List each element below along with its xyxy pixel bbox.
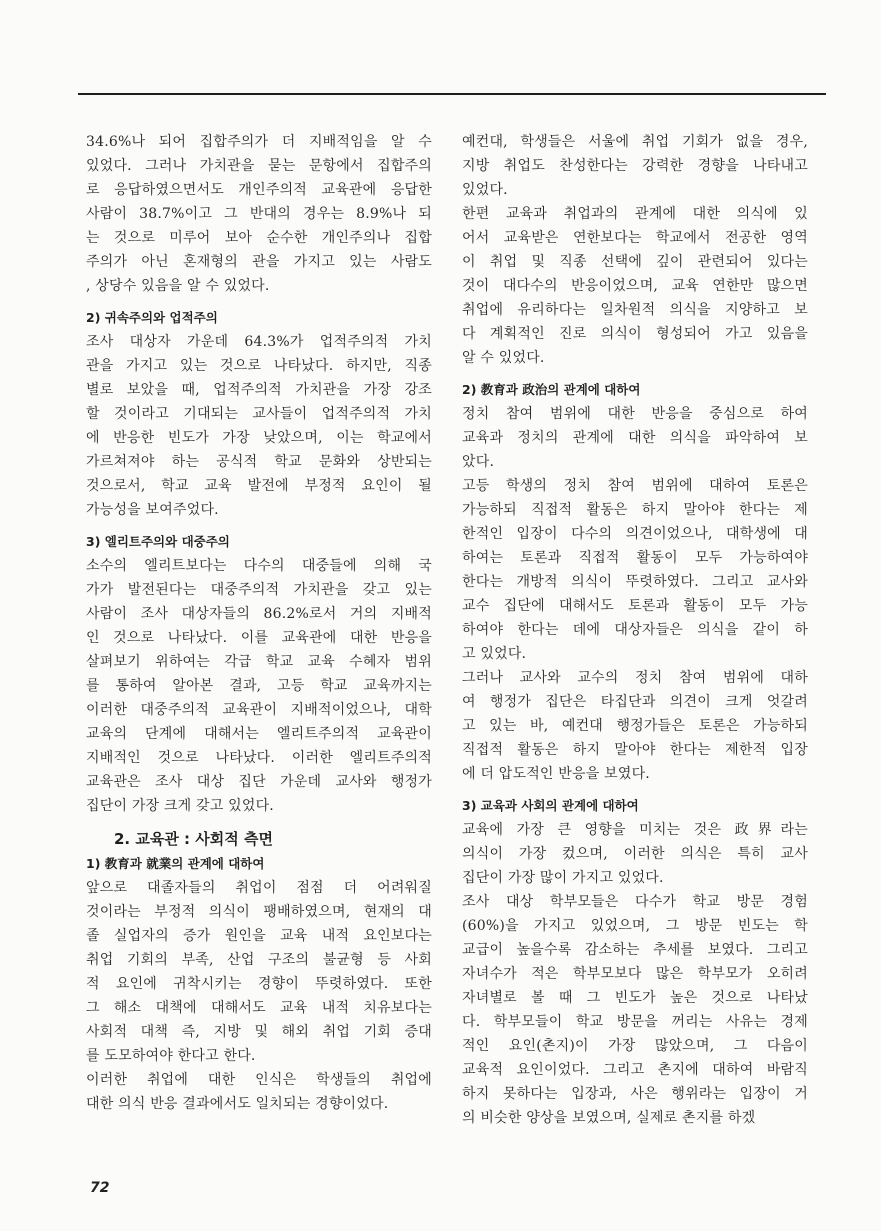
text-line: 여 행정가 집단은 타집단과 의견이 크게 엇갈려 xyxy=(462,694,808,710)
text-line: 는 것으로 미루어 보아 순수한 개인주의나 집합 xyxy=(86,230,432,246)
subsection-heading: 1) 教育과 就業의 관계에 대하여 xyxy=(86,856,265,871)
text-line: 졸 실업자의 증가 원인을 교육 내적 요인보다는 xyxy=(86,928,432,944)
text-line: 것으로서, 학교 교육 발전에 부정적 요인이 될 xyxy=(86,478,432,494)
paragraph xyxy=(462,666,808,786)
text-line: 관을 가지고 있는 것으로 나타났다. 하지만, 직종 xyxy=(86,358,432,374)
text-line: 가능성을 보여주었다. xyxy=(86,502,219,518)
text-line: 사회적 대책 즉, 지방 및 해외 취업 기회 증대 xyxy=(86,1024,432,1040)
text-line: 이러한 대중주의적 교육관이 지배적이었으나, 대학 xyxy=(86,702,432,718)
subsection-heading: 3) 교육과 사회의 관계에 대하여 xyxy=(462,798,639,813)
text-line: 정치 참여 범위에 대한 반응을 중심으로 하여 xyxy=(462,406,808,422)
text-line: 34.6%나 되어 집합주의가 더 지배적임을 알 수 xyxy=(86,134,432,150)
text-line: 를 도모하여야 한다고 한다. xyxy=(86,1048,256,1064)
paragraph xyxy=(86,1068,432,1116)
subsection-heading: 2) 귀속주의와 업적주의 xyxy=(86,310,218,325)
text-line: 그 해소 대책에 대해서도 교육 내적 치유보다는 xyxy=(86,1000,432,1016)
right-column xyxy=(462,130,808,1130)
paragraph xyxy=(86,130,432,298)
section-title: 2. 교육관 : 사회적 측면 xyxy=(114,830,273,848)
text-line: 있었다. 그러나 가치관을 묻는 문항에서 집합주의 xyxy=(86,158,432,174)
text-line: 것이 대다수의 반응이었으며, 교육 연한만 많으면 xyxy=(462,278,808,294)
text-line: 지배적인 것으로 나타났다. 이러한 엘리트주의적 xyxy=(86,750,432,766)
text-line: 다 계획적인 진로 의식이 형성되어 가고 있음을 xyxy=(462,326,808,342)
text-line: 알 수 있었다. xyxy=(462,350,545,366)
text-line: 교급이 높을수록 감소하는 추세를 보였다. 그리고 xyxy=(462,942,808,958)
subsection-heading: 3) 엘리트주의와 대중주의 xyxy=(86,534,230,549)
text-line: 한적인 입장이 다수의 의견이었으나, 대학생에 대 xyxy=(462,526,808,542)
text-line: , 상당수 있음을 알 수 있었다. xyxy=(86,278,270,294)
text-line: 취업 기회의 부족, 산업 구조의 불균형 등 사회 xyxy=(86,952,432,968)
text-line: 하지 못하다는 입장과, 사은 행위라는 입장이 거 xyxy=(462,1086,808,1102)
page-number: 72 xyxy=(90,1180,110,1196)
text-line: 고 있었다. xyxy=(462,646,527,662)
text-line: 다. 학부모들이 학교 방문을 꺼리는 사유는 경제 xyxy=(462,1014,808,1030)
text-line: 하여는 토론과 직접적 활동이 모두 가능하여야 xyxy=(462,550,808,566)
text-line: 교육의 단계에 대해서는 엘리트주의적 교육관이 xyxy=(86,726,432,742)
header-rule xyxy=(78,93,826,95)
text-line: 것이라는 부정적 의식이 팽배하였으며, 현재의 대 xyxy=(86,904,432,920)
text-line: 인 것으로 나타났다. 이를 교육관에 대한 반응을 xyxy=(86,630,432,646)
text-line: 자녀별로 볼 때 그 빈도가 높은 것으로 나타났 xyxy=(462,990,808,1006)
text-line: 소수의 엘리트보다는 다수의 대중들에 의해 국 xyxy=(86,558,432,574)
left-column xyxy=(86,130,432,1116)
text-line: 취업에 유리하다는 일차원적 의식을 지양하고 보 xyxy=(462,302,808,318)
paragraph xyxy=(86,330,432,522)
text-line: 한편 교육과 취업과의 관계에 대한 의식에 있 xyxy=(462,206,808,222)
text-line: 교육과 정치의 관계에 대한 의식을 파악하여 보 xyxy=(462,430,808,446)
text-line: 교육에 가장 큰 영향을 미치는 것은 政界라는 xyxy=(462,822,808,838)
text-line: 사람이 조사 대상자들의 86.2%로서 거의 지배적 xyxy=(86,606,432,622)
text-line: 집단이 가장 많이 가지고 있었다. xyxy=(462,870,664,886)
paragraph xyxy=(86,876,432,1068)
text-line: 예컨대, 학생들은 서울에 취업 기회가 없을 경우, xyxy=(462,134,808,150)
text-line: 았다. xyxy=(462,454,495,470)
text-line: 로 응답하였으면서도 개인주의적 교육관에 응답한 xyxy=(86,182,432,198)
text-line: 적 요인에 귀착시키는 경향이 뚜렷하였다. 또한 xyxy=(86,976,432,992)
text-line: 의 비슷한 양상을 보였으며, 실제로 촌지를 하겠 xyxy=(462,1110,756,1126)
subsection-heading: 2) 教育과 政治의 관계에 대하여 xyxy=(462,382,641,397)
text-line: 지방 취업도 찬성한다는 강력한 경향을 나타내고 xyxy=(462,158,808,174)
text-line: 사람이 38.7%이고 그 반대의 경우는 8.9%나 되 xyxy=(86,206,432,222)
paragraph xyxy=(86,554,432,818)
text-line: 적인 요인(촌지)이 가장 많았으며, 그 다음이 xyxy=(462,1038,808,1054)
text-line: 가능하되 직접적 활동은 하지 말아야 한다는 제 xyxy=(462,502,808,518)
text-line: 를 통하여 알아본 결과, 고등 학교 교육까지는 xyxy=(86,678,432,694)
text-line: 교육관은 조사 대상 집단 가운데 교사와 행정가 xyxy=(86,774,432,790)
text-line: 집단이 가장 크게 갖고 있었다. xyxy=(86,798,274,814)
text-line: 이 취업 및 직종 선택에 깊이 관련되어 있다는 xyxy=(462,254,808,270)
text-line: 고등 학생의 정치 참여 범위에 대하여 토론은 xyxy=(462,478,808,494)
paragraph xyxy=(462,402,808,474)
text-line: 이러한 취업에 대한 인식은 학생들의 취업에 xyxy=(86,1072,432,1088)
text-line: 살펴보기 위하여는 각급 학교 교육 수혜자 범위 xyxy=(86,654,432,670)
paragraph xyxy=(462,818,808,890)
text-line: 교육적 요인이었다. 그리고 촌지에 대하여 바람직 xyxy=(462,1062,808,1078)
text-line: 가가 발전된다는 대중주의적 가치관을 갖고 있는 xyxy=(86,582,432,598)
text-line: 별로 보았을 때, 업적주의적 가치관을 가장 강조 xyxy=(86,382,432,398)
text-line: 가르쳐져야 하는 공식적 학교 문화와 상반되는 xyxy=(86,454,432,470)
paragraph xyxy=(462,474,808,666)
text-line: 조사 대상 학부모들은 다수가 학교 방문 경험 xyxy=(462,894,808,910)
text-line: 있었다. xyxy=(462,182,508,198)
text-line: 그러나 교사와 교수의 정치 참여 범위에 대하 xyxy=(462,670,808,686)
text-line: 한다는 개방적 의식이 뚜렷하였다. 그리고 교사와 xyxy=(462,574,808,590)
text-line: 어서 교육받은 연한보다는 학교에서 전공한 영역 xyxy=(462,230,808,246)
text-line: (60%)을 가지고 있었으며, 그 방문 빈도는 학 xyxy=(462,918,808,934)
text-line: 에 더 압도적인 반응을 보였다. xyxy=(462,766,650,782)
text-line: 대한 의식 반응 결과에서도 일치되는 경향이었다. xyxy=(86,1096,389,1112)
text-line: 직접적 활동은 하지 말아야 한다는 제한적 입장 xyxy=(462,742,808,758)
paragraph xyxy=(462,202,808,370)
text-line: 할 것이라고 기대되는 교사들이 업적주의적 가치 xyxy=(86,406,432,422)
text-line: 고 있는 바, 예컨대 행정가들은 토론은 가능하되 xyxy=(462,718,808,734)
paragraph xyxy=(462,130,808,202)
text-line: 자녀수가 적은 학부모보다 많은 학부모가 오히려 xyxy=(462,966,808,982)
text-line: 에 반응한 빈도가 가장 낮았으며, 이는 학교에서 xyxy=(86,430,432,446)
text-line: 주의가 아닌 혼재형의 관을 가지고 있는 사람도 xyxy=(86,254,432,270)
text-line: 조사 대상자 가운데 64.3%가 업적주의적 가치 xyxy=(86,334,432,350)
text-line: 교수 집단에 대해서도 토론과 활동이 모두 가능 xyxy=(462,598,808,614)
text-line: 의식이 가장 컸으며, 이러한 의식은 특히 교사 xyxy=(462,846,808,862)
text-line: 앞으로 대졸자들의 취업이 점점 더 어려워질 xyxy=(86,880,432,896)
text-line: 하여야 한다는 데에 대상자들은 의식을 같이 하 xyxy=(462,622,808,638)
paragraph xyxy=(462,890,808,1130)
